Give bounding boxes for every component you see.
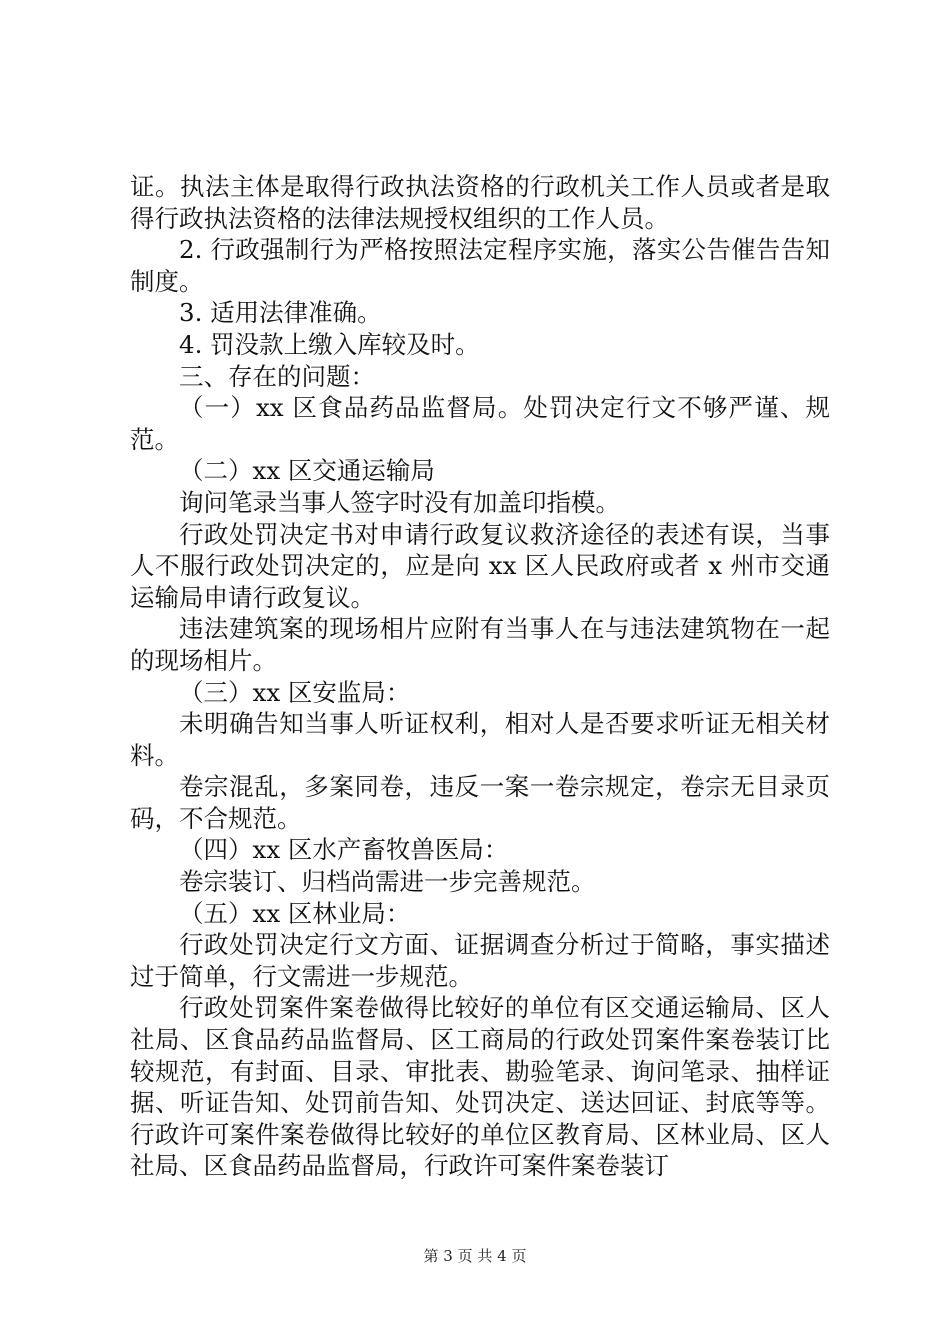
body-paragraph: 行政处罚案件案卷做得比较好的单位有区交通运输局、区人社局、区食品药品监督局、区工商局的行政处罚案件案卷装订比较规范，有封面、目录、审批表、勘验笔录、询问笔录、抽样证据、听证告知、处罚前告知、处罚决定、送达回证、封底等等。行政许可案件案卷做得比较好的单位区教育局、区林业局、区人社局、区食品药品监督局，行政许可案件案卷装订 <box>130 993 830 1181</box>
body-paragraph: 卷宗装订、归档尚需进一步完善规范。 <box>179 867 596 897</box>
document-body <box>130 171 830 1182</box>
subsection-heading: （三）xx 区安监局： <box>179 677 411 707</box>
body-paragraph: 2. 行政强制行为严格按照法定程序实施，落实公告催告告知制度。 <box>130 235 830 296</box>
body-paragraph: 未明确告知当事人听证权利，相对人是否要求听证无相关材料。 <box>130 709 830 770</box>
body-paragraph: 3. 适用法律准确。 <box>179 298 382 328</box>
body-paragraph: 4. 罚没款上缴入库较及时。 <box>179 329 480 359</box>
section-heading: 三、存在的问题： <box>179 361 375 391</box>
subsection-heading: （四）xx 区水产畜牧兽医局： <box>179 835 509 865</box>
body-paragraph: 询问笔录当事人签字时没有加盖印指模。 <box>179 487 620 517</box>
subsection-heading: （二）xx 区交通运输局 <box>179 456 435 486</box>
body-paragraph: 卷宗混乱，多案同卷，违反一案一卷宗规定，卷宗无目录页码，不合规范。 <box>130 772 830 833</box>
body-paragraph: 证。执法主体是取得行政执法资格的行政机关工作人员或者是取得行政执法资格的法律法规授权组织的工作人员。 <box>130 172 830 233</box>
subsection-heading: （一）xx 区食品药品监督局。处罚决定行文不够严谨、规范。 <box>130 393 830 454</box>
body-paragraph: 违法建筑案的现场相片应附有当事人在与违法建筑物在一起的现场相片。 <box>130 614 830 675</box>
body-paragraph: 行政处罚决定行文方面、证据调查分析过于简略，事实描述过于简单，行文需进一步规范。 <box>130 930 830 991</box>
subsection-heading: （五）xx 区林业局： <box>179 898 411 928</box>
body-paragraph: 行政处罚决定书对申请行政复议救济途径的表述有误，当事人不服行政处罚决定的，应是向 xx 区人民政府或者 x 州市交通运输局申请行政复议。 <box>130 519 830 612</box>
page-number-footer: 第 3 页 共 4 页 <box>423 1247 527 1265</box>
